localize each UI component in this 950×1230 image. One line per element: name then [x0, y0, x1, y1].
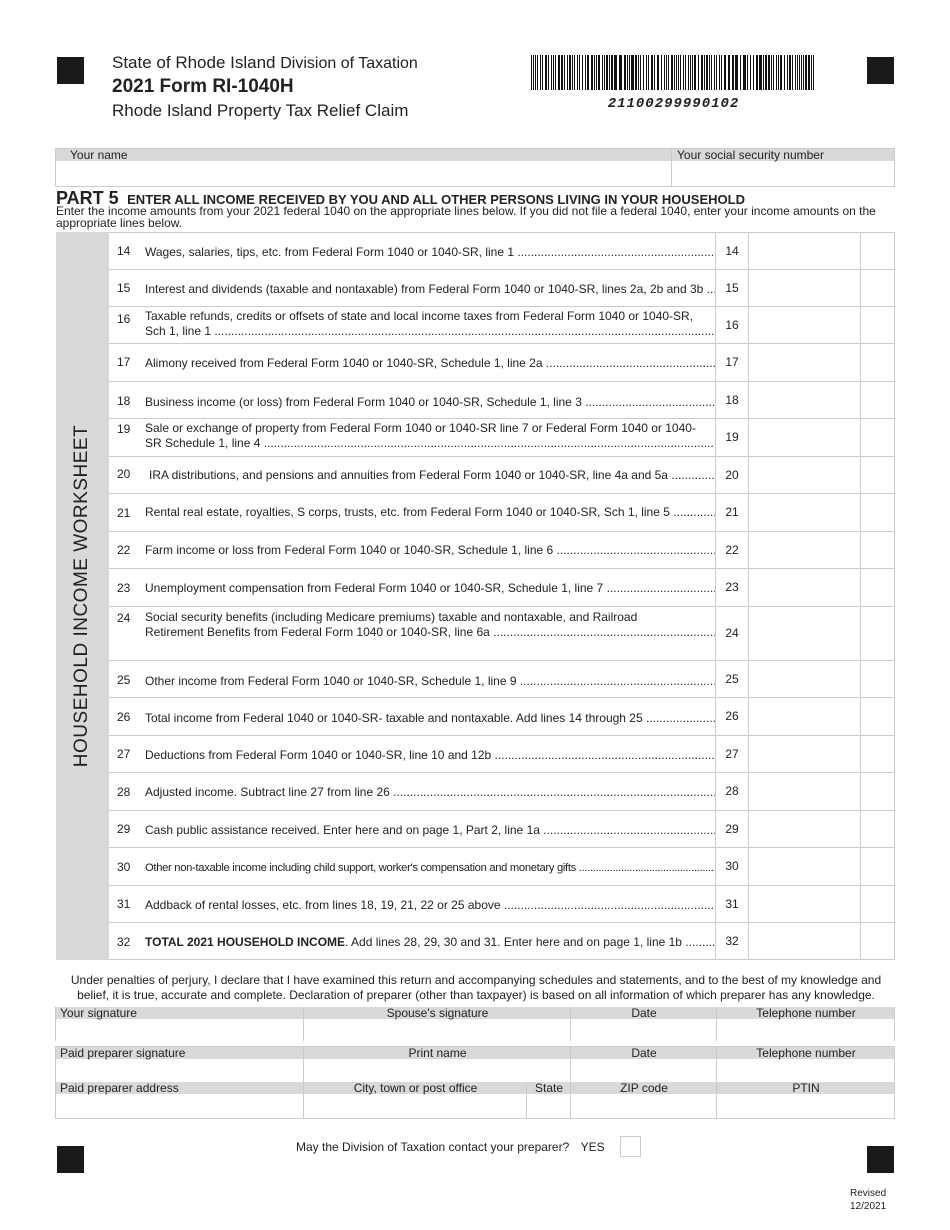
line-number: 16: [117, 312, 131, 326]
barcode-bar: [685, 55, 686, 90]
barcode-bar: [531, 55, 532, 90]
line-number: 25: [117, 673, 131, 687]
worksheet-row-21: [109, 494, 895, 532]
worksheet-row-19: [109, 419, 895, 457]
line-description: Rental real estate, royalties, S corps, trusts, etc. from Federal Form 1040 or 1040-SR, Sch 1, line 5 .....: [145, 505, 715, 520]
line-description: Interest and dividends (taxable and nontaxable) from Federal Form 1040 or 1040-SR, lines 2a, 2b and 3b .....: [145, 282, 715, 297]
barcode-bar: [704, 55, 705, 90]
barcode-bar: [596, 55, 597, 90]
barcode-bar: [759, 55, 762, 90]
line-number-box: 14: [715, 233, 749, 269]
barcode-bar: [614, 55, 617, 90]
barcode-bar: [740, 55, 741, 90]
barcode-bar: [805, 55, 807, 90]
barcode-bar: [747, 55, 748, 90]
line-description: Unemployment compensation from Federal Form 1040 or 1040-SR, Schedule 1, line 7 .....: [145, 581, 715, 596]
line-description: Cash public assistance received. Enter here and on page 1, Part 2, line 1a .....: [145, 823, 715, 838]
line-description: Alimony received from Federal Form 1040 or 1040-SR, Schedule 1, line 2a .....: [145, 356, 715, 371]
barcode-bar: [609, 55, 610, 90]
line-number: 22: [117, 543, 131, 557]
ptin-field[interactable]: [716, 1082, 894, 1118]
line-number: 20: [117, 467, 131, 481]
line-number-box: 15: [715, 270, 749, 306]
barcode-bar: [594, 55, 595, 90]
your-signature-label: Your signature: [60, 1006, 137, 1020]
barcode-bar: [648, 55, 649, 90]
revised-date: 12/2021: [850, 1201, 887, 1212]
barcode-bar: [808, 55, 810, 90]
telephone-label: Telephone number: [756, 1006, 856, 1020]
total-label: TOTAL 2021 HOUSEHOLD INCOME: [145, 935, 346, 949]
barcode-bar: [535, 55, 536, 90]
barcode-bar: [654, 55, 655, 90]
barcode-bar: [661, 55, 662, 90]
line-number-box: 30: [715, 848, 749, 885]
state-field[interactable]: [526, 1082, 570, 1118]
part5-title: ENTER ALL INCOME RECEIVED BY YOU AND ALL OTHER PERSONS LIVING IN YOUR HOUSEHOLD: [127, 192, 745, 207]
preparer-row: [55, 1046, 895, 1082]
contact-question-text: May the Division of Taxation contact your preparer?: [296, 1140, 570, 1154]
barcode-bar: [624, 55, 626, 90]
zip-field[interactable]: [570, 1082, 716, 1118]
barcode-bar: [773, 55, 774, 90]
state-label: State: [534, 1081, 564, 1095]
barcode-bar: [728, 55, 730, 90]
barcode-bar: [627, 55, 628, 90]
form-agency: [112, 53, 418, 73]
barcode-bar: [811, 55, 812, 90]
preparer-address-label: Paid preparer address: [60, 1081, 179, 1095]
amount-field-32[interactable]: [749, 923, 895, 960]
print-name-field[interactable]: [303, 1047, 570, 1082]
barcode-bar: [776, 55, 777, 90]
barcode-bar: [678, 55, 679, 90]
line-number: 24: [117, 611, 131, 625]
amount-field-28[interactable]: [749, 773, 895, 810]
barcode-number: 21100299990102: [607, 96, 740, 112]
worksheet-row-31: [109, 886, 895, 923]
barcode-bar: [765, 55, 767, 90]
worksheet-row-18: [109, 382, 895, 419]
amount-field-31[interactable]: [749, 886, 895, 922]
date-field[interactable]: [570, 1007, 716, 1041]
barcode-bar: [577, 55, 578, 90]
barcode-bar: [732, 55, 734, 90]
amount-field-25[interactable]: [749, 661, 895, 697]
barcode-bar: [784, 55, 785, 90]
line-description: Sale or exchange of property from Federal Form 1040 or 1040-SR line 7 or Federal Form 1040 or 1040- SR Schedule 1, line 4 .....: [145, 421, 715, 455]
barcode-bar: [768, 55, 770, 90]
barcode-bar: [676, 55, 677, 90]
barcode-bar: [795, 55, 796, 90]
barcode-bar: [719, 55, 720, 90]
line-number: 21: [117, 506, 131, 520]
barcode-bar: [551, 55, 552, 90]
barcode-bar: [591, 55, 593, 90]
barcode-bar: [537, 55, 538, 90]
worksheet-row-20: [109, 457, 895, 494]
barcode-bar: [714, 55, 715, 90]
line-number: 32: [117, 935, 131, 949]
barcode-bar: [671, 55, 673, 90]
barcode-bar: [813, 55, 814, 90]
form-subtitle: Rhode Island Property Tax Relief Claim: [112, 101, 409, 120]
line-number: 23: [117, 581, 131, 595]
barcode-bar: [638, 55, 639, 90]
barcode-bar: [640, 55, 641, 90]
preparer-address-row: [55, 1082, 895, 1119]
signature-row: [55, 1007, 895, 1041]
ptin-label: PTIN: [792, 1081, 820, 1095]
name-label: Your name: [70, 148, 128, 162]
line-number-box: 18: [715, 382, 749, 418]
barcode-bar: [582, 55, 583, 90]
ssn-field[interactable]: [672, 161, 895, 187]
amount-field-16[interactable]: [749, 307, 895, 343]
barcode-bar: [572, 55, 573, 90]
barcode-bar: [694, 55, 696, 90]
line-description: Farm income or loss from Federal Form 1040 or 1040-SR, Schedule 1, line 6 .....: [145, 543, 715, 558]
barcode-bar: [629, 55, 630, 90]
amount-field-27[interactable]: [749, 736, 895, 772]
barcode-bar: [803, 55, 804, 90]
contact-yes-checkbox[interactable]: [620, 1136, 641, 1157]
amount-field-18[interactable]: [749, 382, 895, 418]
barcode-bar: [709, 55, 710, 90]
income-worksheet: [109, 232, 895, 960]
barcode-bar: [564, 55, 565, 90]
barcode-bar: [548, 55, 549, 90]
amount-field-23[interactable]: [749, 569, 895, 606]
barcode-bar: [545, 55, 547, 90]
worksheet-row-28: [109, 773, 895, 811]
barcode-bar: [799, 55, 800, 90]
barcode-bar: [567, 55, 568, 90]
barcode-bar: [604, 55, 605, 90]
barcode-bar: [743, 55, 746, 90]
barcode-bar: [735, 55, 738, 90]
barcode-bar: [680, 55, 681, 90]
barcode-bar: [780, 55, 782, 90]
preparer-date-field[interactable]: [570, 1047, 716, 1082]
line-description: Business income (or loss) from Federal Form 1040 or 1040-SR, Schedule 1, line 3 .....: [145, 395, 715, 410]
worksheet-row-24: [109, 607, 895, 661]
line-number-box: 29: [715, 811, 749, 847]
line-number: 18: [117, 394, 131, 408]
form-title: 2021 Form RI-1040H: [112, 76, 294, 97]
zip-label: ZIP code: [620, 1081, 668, 1095]
line-number: 30: [117, 860, 131, 874]
line-description: Other income from Federal Form 1040 or 1040-SR, Schedule 1, line 9 .....: [145, 674, 715, 689]
barcode-bar: [690, 55, 691, 90]
revision-note: [850, 1187, 886, 1213]
barcode-bar: [797, 55, 798, 90]
preparer-telephone-label: Telephone number: [756, 1046, 856, 1060]
barcode-bar: [789, 55, 791, 90]
line-description: Wages, salaries, tips, etc. from Federal Form 1040 or 1040-SR, line 1 .....: [145, 245, 715, 260]
barcode-bar: [657, 55, 659, 90]
barcode-bar: [558, 55, 560, 90]
amount-field-17[interactable]: [749, 344, 895, 381]
line-description: Social security benefits (including Medicare premiums) taxable and nontaxable, and Railroad Retirement Benefits from Federal Form 1040 or 1040-SR, line 6a .....: [145, 610, 715, 644]
barcode-bar: [706, 55, 708, 90]
line-number: 29: [117, 822, 131, 836]
barcode-bar: [643, 55, 644, 90]
barcode-bar: [585, 55, 586, 90]
preparer-telephone-field[interactable]: [716, 1047, 894, 1082]
worksheet-side-label: HOUSEHOLD INCOME WORKSHEET: [71, 424, 92, 768]
barcode-bar: [542, 55, 543, 90]
amount-field-26[interactable]: [749, 698, 895, 735]
line-description: Taxable refunds, credits or offsets of state and local income taxes from Federal Form 1040 or 1040-SR, Sch 1, line 1 .....: [145, 309, 715, 343]
city-label: City, town or post office: [353, 1081, 478, 1095]
part5-label: PART 5: [56, 188, 119, 208]
preparer-signature-label: Paid preparer signature: [60, 1046, 186, 1060]
worksheet-row-29: [109, 811, 895, 848]
line-description: Other non-taxable income including child support, worker's compensation and monetary gifts .....: [145, 861, 715, 876]
barcode-bar: [553, 55, 554, 90]
barcode-bar: [574, 55, 575, 90]
barcode-bar: [721, 55, 722, 90]
barcode-bar: [598, 55, 600, 90]
worksheet-row-22: [109, 532, 895, 569]
preparer-date-label: Date: [631, 1046, 657, 1060]
taxpayer-info-box: [55, 148, 895, 187]
line-number: 15: [117, 281, 131, 295]
barcode-bar: [666, 55, 667, 90]
line-number-box: 16: [715, 307, 749, 343]
line-description: Addback of rental losses, etc. from lines 18, 19, 21, 22 or 25 above .....: [145, 898, 715, 913]
barcode-bar: [674, 55, 675, 90]
contact-preparer-question: [296, 1140, 605, 1154]
barcode-bar: [692, 55, 693, 90]
worksheet-row-30: [109, 848, 895, 886]
amount-field-29[interactable]: [749, 811, 895, 847]
line-number-box: 32: [715, 923, 749, 960]
barcode-bar: [555, 55, 556, 90]
perjury-declaration: Under penalties of perjury, I declare that I have examined this return and accompanying schedules and statements, and to the best of my knowledge and belief, it is true, accurate and complete. Declaration of preparer (other than taxpayer) is based on all information of which preparer has any knowledge.: [70, 973, 882, 1002]
line-number: 14: [117, 244, 131, 258]
amount-field-21[interactable]: [749, 494, 895, 531]
line-number-box: 17: [715, 344, 749, 381]
division-name: Division of Taxation: [280, 55, 418, 72]
barcode-bar: [716, 55, 717, 90]
barcode-bar: [801, 55, 802, 90]
amount-field-20[interactable]: [749, 457, 895, 493]
barcode-bar: [756, 55, 758, 90]
barcode-bar: [646, 55, 647, 90]
barcode-bar: [778, 55, 779, 90]
line-number-box: 25: [715, 661, 749, 697]
line-number-box: 21: [715, 494, 749, 531]
worksheet-row-25: [109, 661, 895, 698]
worksheet-row-16: [109, 307, 895, 344]
line-number-box: 28: [715, 773, 749, 810]
amount-field-22[interactable]: [749, 532, 895, 568]
part5-instructions: Enter the income amounts from your 2021 federal 1040 on the appropriate lines below. If you did not file a federal 1040, enter your income amounts on the appropriate lines below.: [56, 204, 876, 230]
preparer-signature-field[interactable]: [56, 1047, 303, 1082]
barcode-bar: [561, 55, 563, 90]
line-number-box: 27: [715, 736, 749, 772]
line-number-box: 24: [715, 607, 749, 660]
amount-field-14[interactable]: [749, 233, 895, 269]
barcode-bar: [683, 55, 684, 90]
your-signature-field[interactable]: [56, 1007, 303, 1041]
preparer-address-field[interactable]: [56, 1082, 303, 1118]
amount-field-30[interactable]: [749, 848, 895, 885]
barcode-bar: [579, 55, 580, 90]
line-number: 19: [117, 422, 131, 436]
amount-field-19[interactable]: [749, 419, 895, 456]
registration-mark: [867, 57, 894, 84]
barcode: [531, 55, 816, 90]
barcode-bar: [668, 55, 669, 90]
worksheet-row-27: [109, 736, 895, 773]
barcode-bar: [724, 55, 726, 90]
barcode-bar: [664, 55, 665, 90]
line-description: Adjusted income. Subtract line 27 from line 26 .....: [145, 785, 715, 800]
barcode-bar: [688, 55, 689, 90]
barcode-bar: [711, 55, 712, 90]
registration-mark: [57, 1146, 84, 1173]
worksheet-row-15: [109, 270, 895, 307]
line-number-box: 23: [715, 569, 749, 606]
barcode-bar: [540, 55, 541, 90]
worksheet-row-26: [109, 698, 895, 736]
worksheet-row-32: [109, 923, 895, 960]
barcode-bar: [602, 55, 603, 90]
barcode-bar: [792, 55, 793, 90]
line-description: TOTAL 2021 HOUSEHOLD INCOME. Add lines 28, 29, 30 and 31. Enter here and on page 1, line 1b .....: [145, 935, 715, 950]
amount-field-15[interactable]: [749, 270, 895, 306]
barcode-bar: [651, 55, 653, 90]
revised-label: Revised: [850, 1188, 887, 1199]
registration-mark: [57, 57, 84, 84]
ssn-label: Your social security number: [677, 148, 824, 162]
line-description: Total income from Federal 1040 or 1040-SR- taxable and nontaxable. Add lines 14 through 25 .....: [145, 711, 715, 726]
barcode-bar: [753, 55, 754, 90]
amount-field-24[interactable]: [749, 607, 895, 660]
line-number-box: 20: [715, 457, 749, 493]
date-label: Date: [631, 1006, 657, 1020]
barcode-bar: [631, 55, 634, 90]
print-name-label: Print name: [408, 1046, 467, 1060]
name-field[interactable]: [56, 161, 671, 187]
barcode-bar: [701, 55, 703, 90]
spouse-signature-label: Spouse's signature: [386, 1006, 489, 1020]
barcode-bar: [787, 55, 788, 90]
worksheet-row-23: [109, 569, 895, 607]
line-number-box: 22: [715, 532, 749, 568]
line-number: 17: [117, 355, 131, 369]
line-number: 31: [117, 897, 131, 911]
barcode-bar: [750, 55, 751, 90]
line-number: 26: [117, 710, 131, 724]
barcode-bar: [533, 55, 534, 90]
spouse-signature-field[interactable]: [303, 1007, 570, 1041]
line-number-box: 19: [715, 419, 749, 456]
worksheet-row-14: [109, 233, 895, 270]
line-description: Deductions from Federal Form 1040 or 1040-SR, line 10 and 12b .....: [145, 748, 715, 763]
line-number-box: 26: [715, 698, 749, 735]
city-field[interactable]: [303, 1082, 526, 1118]
barcode-bar: [606, 55, 608, 90]
barcode-bar: [698, 55, 699, 90]
barcode-bar: [569, 55, 571, 90]
barcode-bar: [587, 55, 589, 90]
registration-mark: [867, 1146, 894, 1173]
telephone-field[interactable]: [716, 1007, 894, 1041]
barcode-bar: [619, 55, 622, 90]
line-number: 27: [117, 747, 131, 761]
contact-yes-label: YES: [580, 1140, 605, 1154]
state-name: State of Rhode Island: [112, 53, 276, 72]
worksheet-row-17: [109, 344, 895, 382]
line-number: 28: [117, 785, 131, 799]
barcode-bar: [771, 55, 772, 90]
line-number-box: 31: [715, 886, 749, 922]
line-description: IRA distributions, and pensions and annuities from Federal Form 1040 or 1040-SR, line 4a and 5a .....: [145, 468, 715, 483]
barcode-bar: [763, 55, 764, 90]
barcode-bar: [611, 55, 613, 90]
barcode-bar: [635, 55, 637, 90]
